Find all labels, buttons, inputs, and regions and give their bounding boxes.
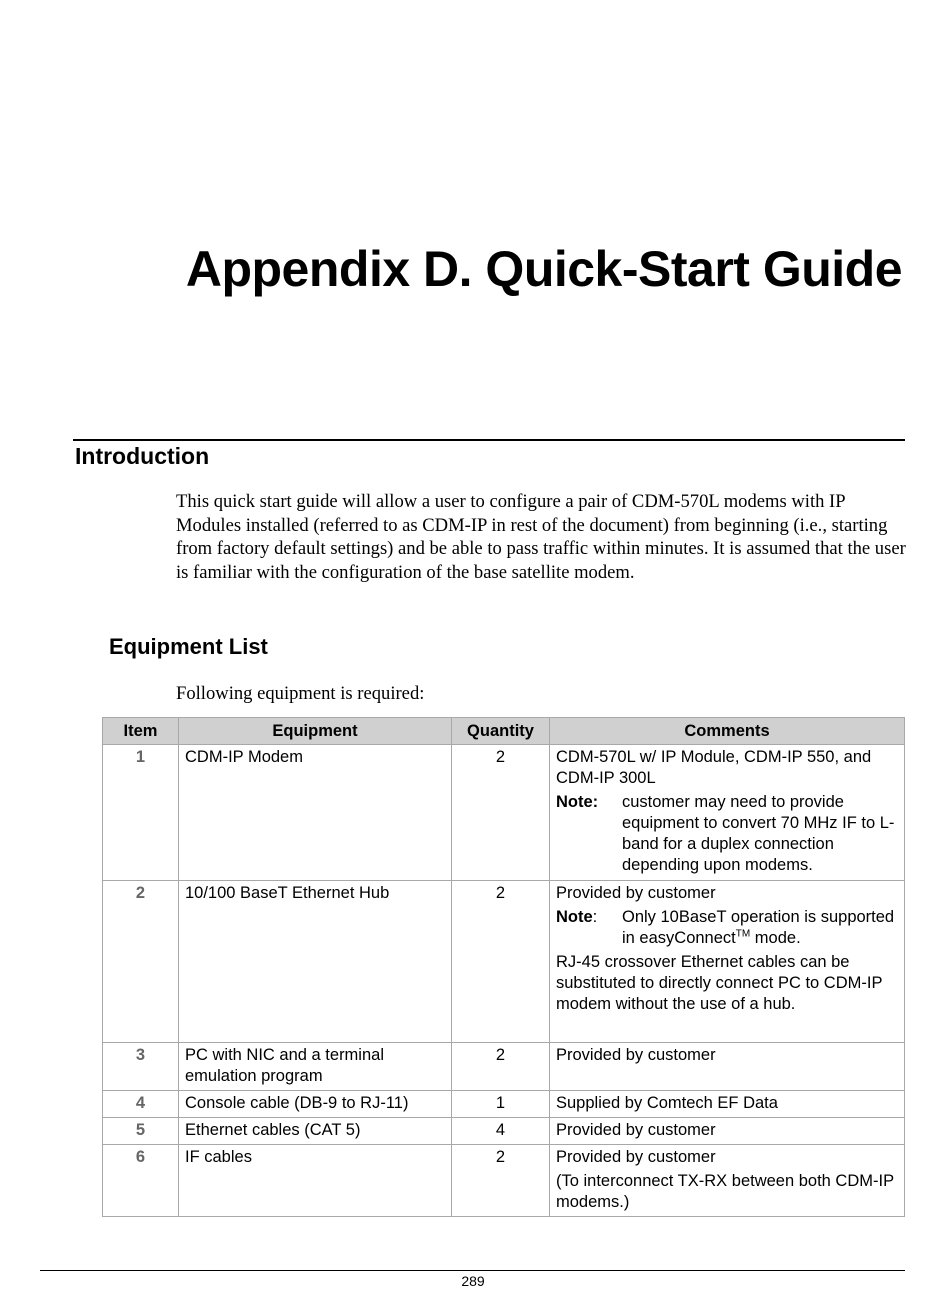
table-row	[103, 1043, 905, 1091]
quantity: 1	[452, 1091, 550, 1118]
comment-text: Provided by customer	[556, 884, 716, 902]
item-number: 4	[103, 1091, 179, 1118]
section-heading: Introduction	[75, 443, 210, 469]
note	[556, 792, 898, 876]
column-header-item: Item	[103, 718, 179, 745]
section-divider	[73, 439, 905, 441]
column-header-equipment: Equipment	[179, 718, 452, 745]
equipment-name: CDM-IP Modem	[179, 745, 452, 881]
equipment-name: Console cable (DB-9 to RJ-11)	[179, 1091, 452, 1118]
table-row	[103, 881, 905, 1043]
note-label-bold: Note	[556, 908, 593, 926]
trademark-mark: TM	[735, 928, 751, 940]
item-number: 6	[103, 1145, 179, 1217]
chapter-title: Appendix D. Quick-Start Guide	[185, 241, 902, 297]
quantity: 4	[452, 1118, 550, 1145]
comment-cell	[550, 1145, 905, 1217]
quantity: 2	[452, 745, 550, 881]
note-text	[622, 907, 898, 949]
comment-extra: (To interconnect TX-RX between both CDM-IP modems.)	[556, 1172, 894, 1211]
note-label	[556, 907, 622, 949]
page-number: 289	[461, 1273, 485, 1289]
comment-cell	[550, 745, 905, 881]
quantity: 2	[452, 1145, 550, 1217]
column-header-quantity: Quantity	[452, 718, 550, 745]
table-row	[103, 1145, 905, 1217]
equipment-name: Ethernet cables (CAT 5)	[179, 1118, 452, 1145]
note	[556, 907, 898, 949]
note-body: Only 10BaseT operation is supported in easyConnect	[622, 908, 895, 947]
item-number: 5	[103, 1118, 179, 1145]
table-row	[103, 745, 905, 881]
table-header-row	[103, 718, 905, 745]
comment-text: CDM-570L w/ IP Module, CDM-IP 550, and CDM-IP 300L	[556, 748, 872, 787]
note-label-colon: :	[592, 908, 598, 926]
equipment-intro-text: Following equipment is required:	[176, 683, 425, 704]
note-text: customer may need to provide equipment to convert 70 MHz IF to L-band for a duplex connection depending upon modems.	[622, 793, 895, 874]
item-number: 3	[103, 1043, 179, 1091]
comment-text: Provided by customer	[556, 1121, 716, 1139]
comment-cell	[550, 1118, 905, 1145]
equipment-table	[102, 717, 905, 1217]
subsection-heading: Equipment List	[109, 634, 268, 659]
comment-cell	[550, 1091, 905, 1118]
table-row	[103, 1091, 905, 1118]
comment-text: Provided by customer	[556, 1148, 716, 1166]
note-end: mode.	[754, 929, 801, 947]
intro-paragraph: This quick start guide will allow a user to configure a pair of CDM-570L modems with IP Modules installed (referred to as CDM-IP in rest of the document) from beginning (i.e., starting from factory default settings) and be able to pass traffic within minutes. It is assumed that the user is familiar with the configuration of the base satellite modem.	[176, 491, 906, 583]
note-label: Note:	[556, 793, 599, 811]
comment-extra: RJ-45 crossover Ethernet cables can be substituted to directly connect PC to CDM-IP modem without the use of a hub.	[556, 953, 883, 1013]
item-number: 1	[103, 745, 179, 881]
comment-text: Provided by customer	[556, 1046, 716, 1064]
table-row	[103, 1118, 905, 1145]
equipment-name: PC with NIC and a terminal emulation program	[179, 1043, 452, 1091]
item-number: 2	[103, 881, 179, 1043]
equipment-name: IF cables	[179, 1145, 452, 1217]
equipment-name: 10/100 BaseT Ethernet Hub	[179, 881, 452, 1043]
quantity: 2	[452, 881, 550, 1043]
footer-divider	[40, 1270, 905, 1271]
comment-cell	[550, 1043, 905, 1091]
comment-cell	[550, 881, 905, 1043]
quantity: 2	[452, 1043, 550, 1091]
comment-text: Supplied by Comtech EF Data	[556, 1094, 778, 1112]
column-header-comments: Comments	[550, 718, 905, 745]
